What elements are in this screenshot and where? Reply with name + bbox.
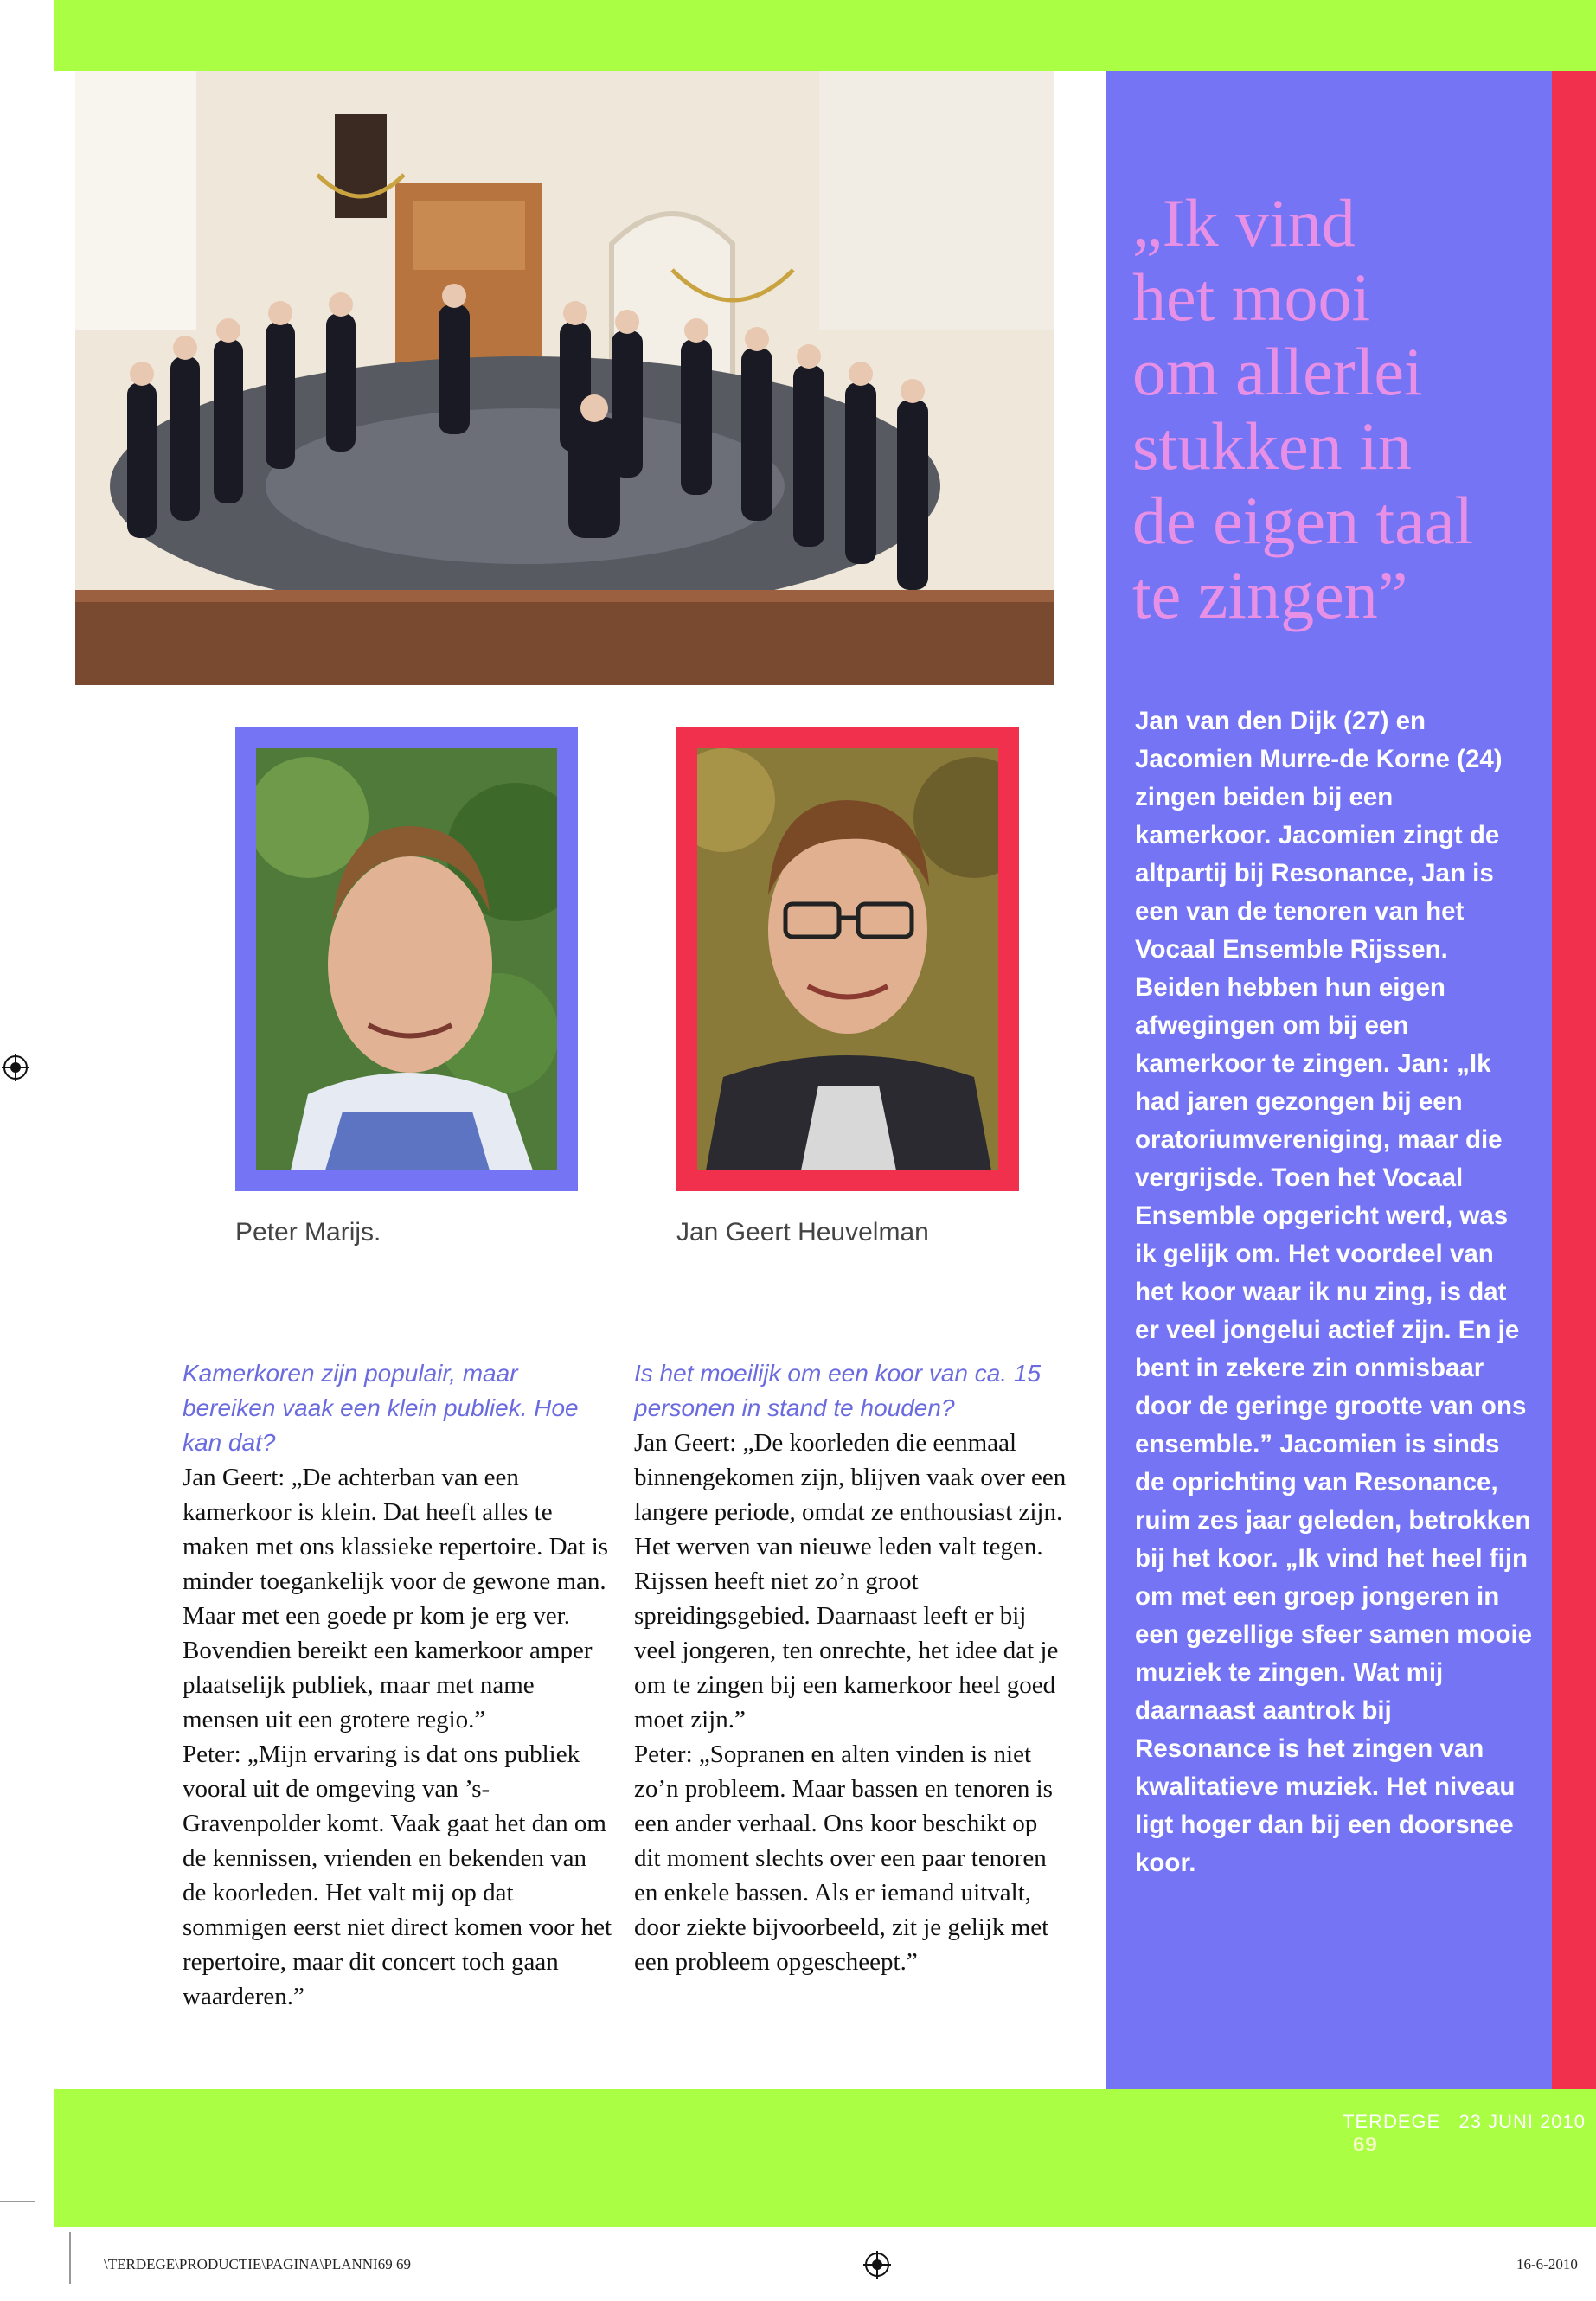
pull-quote: „Ik vind het mooi om allerlei stukken in de eigen taal te zingen”	[1132, 185, 1474, 632]
sidebar-intro-text: Jan van den Dijk (27) en Jacomien Murre-de Korne (24) zingen beiden bij een kamerkoor. Jacomien zingt de altpartij bij Resonance, Jan is een van de tenoren van het Vocaal Ensemble Rijssen. Beiden hebben hun eigen afwegingen om bij een kamerkoor te zingen. Jan: „Ik had jaren gezongen bij een oratoriumvereniging, maar die vergrijsde. Toen het Vocaal Ensemble opgericht werd, was ik gelijk om. Het voordeel van het koor waar ik nu zing, is dat er veel jongelui actief zijn. En je bent in zekere zin onmisbaar door de geringe grootte van ons ensemble.” Jacomien is sinds de oprichting van Resonance, ruim zes jaar geleden, betrokken bij het koor. „Ik vind het heel fijn om met een groep jongeren in een gezellige sfeer samen mooie muziek te zingen. Wat mij daarnaast aantrok bij Resonance is het zingen van kwalitatieve muziek. Het niveau ligt hoger dan bij een doorsnee koor.	[1135, 707, 1533, 1877]
crop-mark	[0, 2201, 35, 2202]
article-column-right	[634, 1356, 1067, 1979]
answer-paragraph: Jan Geert: „De koorleden die eenmaal binnengekomen zijn, blijven vaak over een langere periode, omdat ze enthousiast zijn. Het werven van nieuwe leden valt tegen. Rijssen heeft niet zo’n groot spreidingsgebied. Daarnaast leeft er bij veel jongeren, ten onrechte, het idee dat je om te zingen bij een kamerkoor heel goed moet zijn.”	[634, 1429, 1067, 1734]
bottom-color-band	[54, 2089, 1596, 2227]
caption-jan-geert: Jan Geert Heuvelman	[676, 1218, 929, 1247]
portrait-jan-geert-frame	[676, 727, 1019, 1191]
interview-question: Kamerkoren zijn populair, maar bereiken vaak een klein publiek. Hoe kan dat?	[183, 1360, 579, 1456]
registration-mark-icon	[2, 1054, 29, 1081]
answer-paragraph: Peter: „Mijn ervaring is dat ons publiek vooral uit de omgeving van ’s-Gravenpolder komt. Vaak gaat het dan om de kennissen, vrienden en bekenden van de koorleden. Het valt mij op dat sommigen eerst niet direct komen voor het repertoire, maar dit concert toch gaan waarderen.”	[183, 1740, 612, 2010]
magazine-name: TERDEGE	[1343, 2111, 1441, 2132]
answer-paragraph: Peter: „Sopranen en alten vinden is niet zo’n probleem. Maar bassen en tenoren is een ander verhaal. Ons koor beschikt op dit moment slechts over een paar tenoren en enkele bassen. Als er iemand uitvalt, door ziekte bijvoorbeeld, zit je gelijk met een probleem opgescheept.”	[634, 1740, 1053, 1976]
crop-mark	[69, 2232, 71, 2284]
portrait-jan-geert-photo	[697, 748, 998, 1170]
registration-mark-icon	[863, 2251, 891, 2279]
sidebar-red-stripe	[1552, 71, 1596, 2089]
caption-peter: Peter Marijs.	[235, 1218, 381, 1247]
print-slug-date: 16-6-2010	[1516, 2256, 1578, 2272]
top-color-band	[54, 0, 1596, 71]
interview-question: Is het moeilijk om een koor van ca. 15 personen in stand te houden?	[634, 1360, 1042, 1421]
answer-paragraph: Jan Geert: „De achterban van een kamerkoor is klein. Dat heeft alles te maken met ons klassieke repertoire. Dat is minder toegankelijk voor de gewone man. Maar met een goede pr kom je erg ver. Bovendien bereikt een kamerkoor amper plaatselijk publiek, maar met name mensen uit een grotere regio.”	[183, 1464, 609, 1734]
page-number: 69	[1353, 2133, 1378, 2157]
portrait-peter-frame	[235, 727, 578, 1191]
article-column-left	[183, 1356, 615, 2014]
choir-photo	[75, 71, 1054, 685]
portrait-peter-photo	[256, 748, 557, 1170]
print-slug-path: \TERDEGE\PRODUCTIE\PAGINA\PLANNI69 69	[104, 2256, 411, 2272]
page-footer	[1343, 2111, 1596, 2157]
issue-date: 23 JUNI 2010	[1458, 2111, 1586, 2132]
